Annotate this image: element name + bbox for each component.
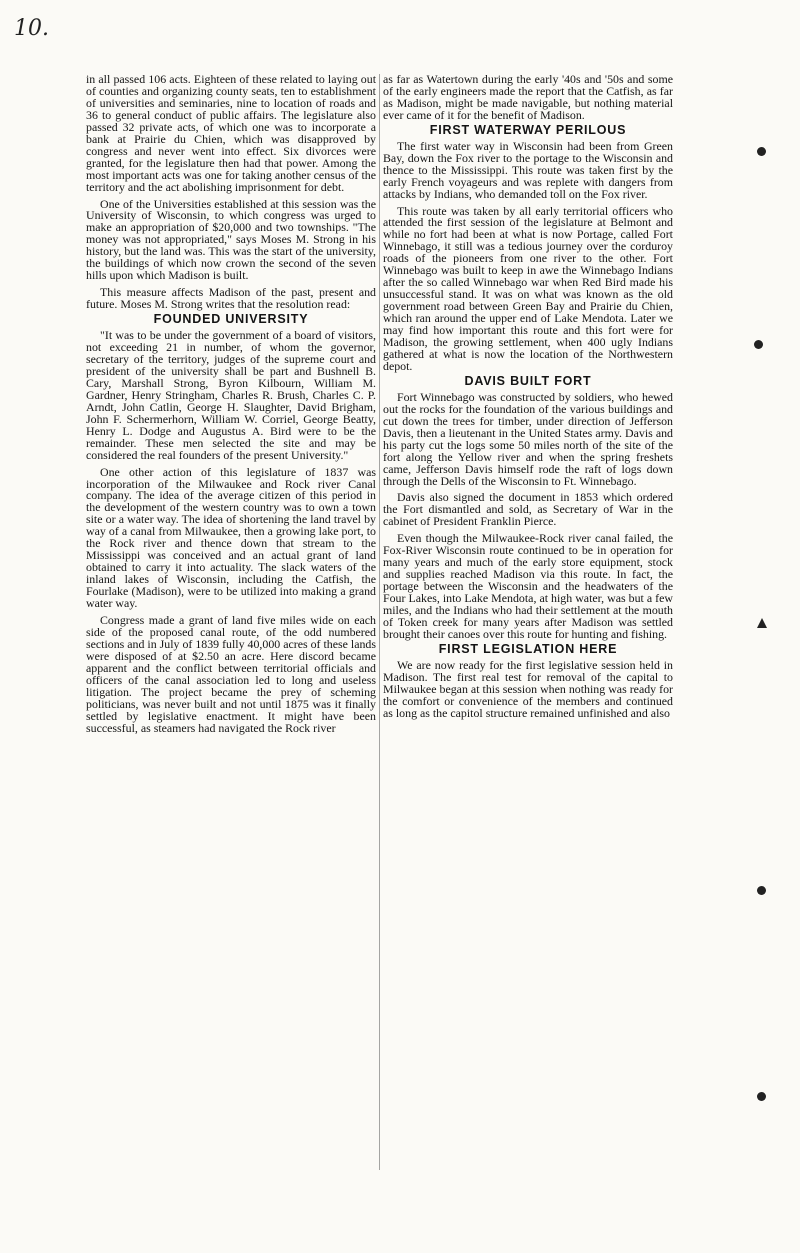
punch-hole-mark xyxy=(757,1092,766,1101)
paragraph: One other action of this legislature of 1837 was incorporation of the Milwaukee and Rock river Canal company. The idea of the average citizen of this period in the development of the western country was to own a town site or a water way. The idea of shortening the land travel by way of a canal from Milwaukee, then a growing lake port, to the Rock river and thence down that stream to the Mississippi was conceived and an actual grant of land obtained to carry it into actuality. The slack waters of the inland lakes of Wisconsin, including the Catfish, the Fourlake (Madison), were to be utilized into making a grand water way. xyxy=(86,464,376,611)
punch-hole-mark xyxy=(757,618,767,628)
column-divider xyxy=(379,74,380,1170)
section-heading-first-legislation-here: FIRST LEGISLATION HERE xyxy=(438,641,618,656)
punch-hole-mark xyxy=(757,147,766,156)
punch-hole-mark xyxy=(754,340,763,349)
section-heading-founded-university: FOUNDED UNIVERSITY xyxy=(153,312,309,327)
punch-hole-mark xyxy=(757,886,766,895)
paragraph: as far as Watertown during the early '40s and '50s and some of the early engineers made the report that the Catfish, as far as Madison, might be made navigable, but nothing material ever came of it for the benefit of Madison. xyxy=(383,72,673,122)
paragraph: The first water way in Wisconsin had been from Green Bay, down the Fox river to the portage to the Wisconsin and thence to the Mississippi. This route was taken first by the early French voyageurs and was replete with dangers from attacks by Indians, who demanded toll on the Fox river. xyxy=(383,138,673,201)
paragraph: Congress made a grant of land five miles wide on each side of the proposed canal route, of the odd numbered sections and in July of 1839 fully 40,000 acres of these lands were disposed of at $2.50 an acre. Here discord became apparent and the conflict between territorial officials and officers of the canal association led to long and useless litigation. The project became the prey of scheming politicians, was never built and not until 1875 was it finally settled by legislative enactment. It might have been successful, as steamers had navigated the Rock river xyxy=(86,612,376,735)
paragraph: in all passed 106 acts. Eighteen of these related to laying out of counties and organizing county seats, ten to establishment of universities and seminaries, nine to location of roads and 36 to general conduct of public affairs. The legislature also passed 32 private acts, of which one was to incorporate a bank at Prairie du Chien, which was disapproved by congress and never went into effect. Six divorces were granted, for the legislature then had that power. Among the most important acts was one for taking another census of the territory and the act abolishing imprisonment for debt. xyxy=(86,72,376,194)
paragraph: We are now ready for the first legislative session held in Madison. The first real test for removal of the capital to Milwaukee began at this session when nothing was ready for the comfort or convenience of the members and continued as long as the capitol structure remained unfinished and also xyxy=(383,657,673,720)
left-column xyxy=(86,74,376,735)
paragraph: Davis also signed the document in 1853 which ordered the Fort dismantled and sold, as Secretary of War in the cabinet of President Franklin Pierce. xyxy=(383,490,673,529)
section-heading-davis-built-fort: DAVIS BUILT FORT xyxy=(464,373,592,388)
paragraph: Fort Winnebago was constructed by soldiers, who hewed out the rocks for the foundation of the various buildings and cut down the trees for timber, under direction of Jefferson Davis, then a lieutenant in the United States army. Davis and his party cut the logs some 50 miles north of the site of the fort along the Yellow river and when the spring freshets came, Jefferson Davis himself rode the raft of logs down through the Dells of the Wisconsin to Ft. Winnebago. xyxy=(383,389,673,488)
right-column xyxy=(383,74,673,720)
paragraph: This route was taken by all early territorial officers who attended the first session of the legislature at Belmont and while no fort had been at what is now Portage, called Fort Winnebago, it still was a tedious journey over the corduroy roads of the pioneers from one river to the other. Fort Winnebago was built to keep in awe the Winnebago Indians after the so called Winnebago war when Red Bird made his unsuccessful stand. It was on what was known as the old government road between Green Bay and Prairie du Chien, which ran around the upper end of Lake Mendota. Later we may find how important this route and this fort were for Madison, the growing settlement, when 400 ugly Indians gathered at what is now the location of the Northwestern depot. xyxy=(383,203,673,373)
section-heading-first-waterway-perilous: FIRST WATERWAY PERILOUS xyxy=(429,122,627,137)
paragraph: "It was to be under the government of a board of visitors, not exceeding 21 in number, of whom the governor, secretary of the territory, judges of the supreme court and president of the university shall be part and Bushnell B. Cary, Marshall Strong, Byron Kilbourn, William M. Gardner, Henry Stringham, Charles R. Brush, Charles C. P. Arndt, John Catlin, George H. Slaughter, David Brigham, John F. Schermerhorn, William W. Corriel, George Beatty, Henry L. Dodge and Augustus A. Bird were to be the remainder. These men selected the site and may be considered the real founders of the present University." xyxy=(86,328,376,462)
page-number: 10. xyxy=(14,16,49,41)
paragraph: One of the Universities established at this session was the University of Wisconsin, to which congress was urged to make an appropriation of $20,000 and two townships. "The money was not appropriated," says Moses M. Strong in his history, but the land was. This was the start of the university, the buildings of which now crown the second of the seven hills upon which Madison is built. xyxy=(86,196,376,283)
paragraph: This measure affects Madison of the past, present and future. Moses M. Strong writes that the resolution read: xyxy=(86,285,376,312)
paragraph: Even though the Milwaukee-Rock river canal failed, the Fox-River Wisconsin route continued to be in operation for many years and much of the early store equipment, stock and supplies reached Madison via this route. In fact, the portage between the Wisconsin and the headwaters of the Four Lakes, into Lake Mendota, at high water, was but a few miles, and the Indians who had their settlement at the mouth of Token creek for many years after Madison was settled brought their canoes over this route for hunting and fishing. xyxy=(383,531,673,641)
